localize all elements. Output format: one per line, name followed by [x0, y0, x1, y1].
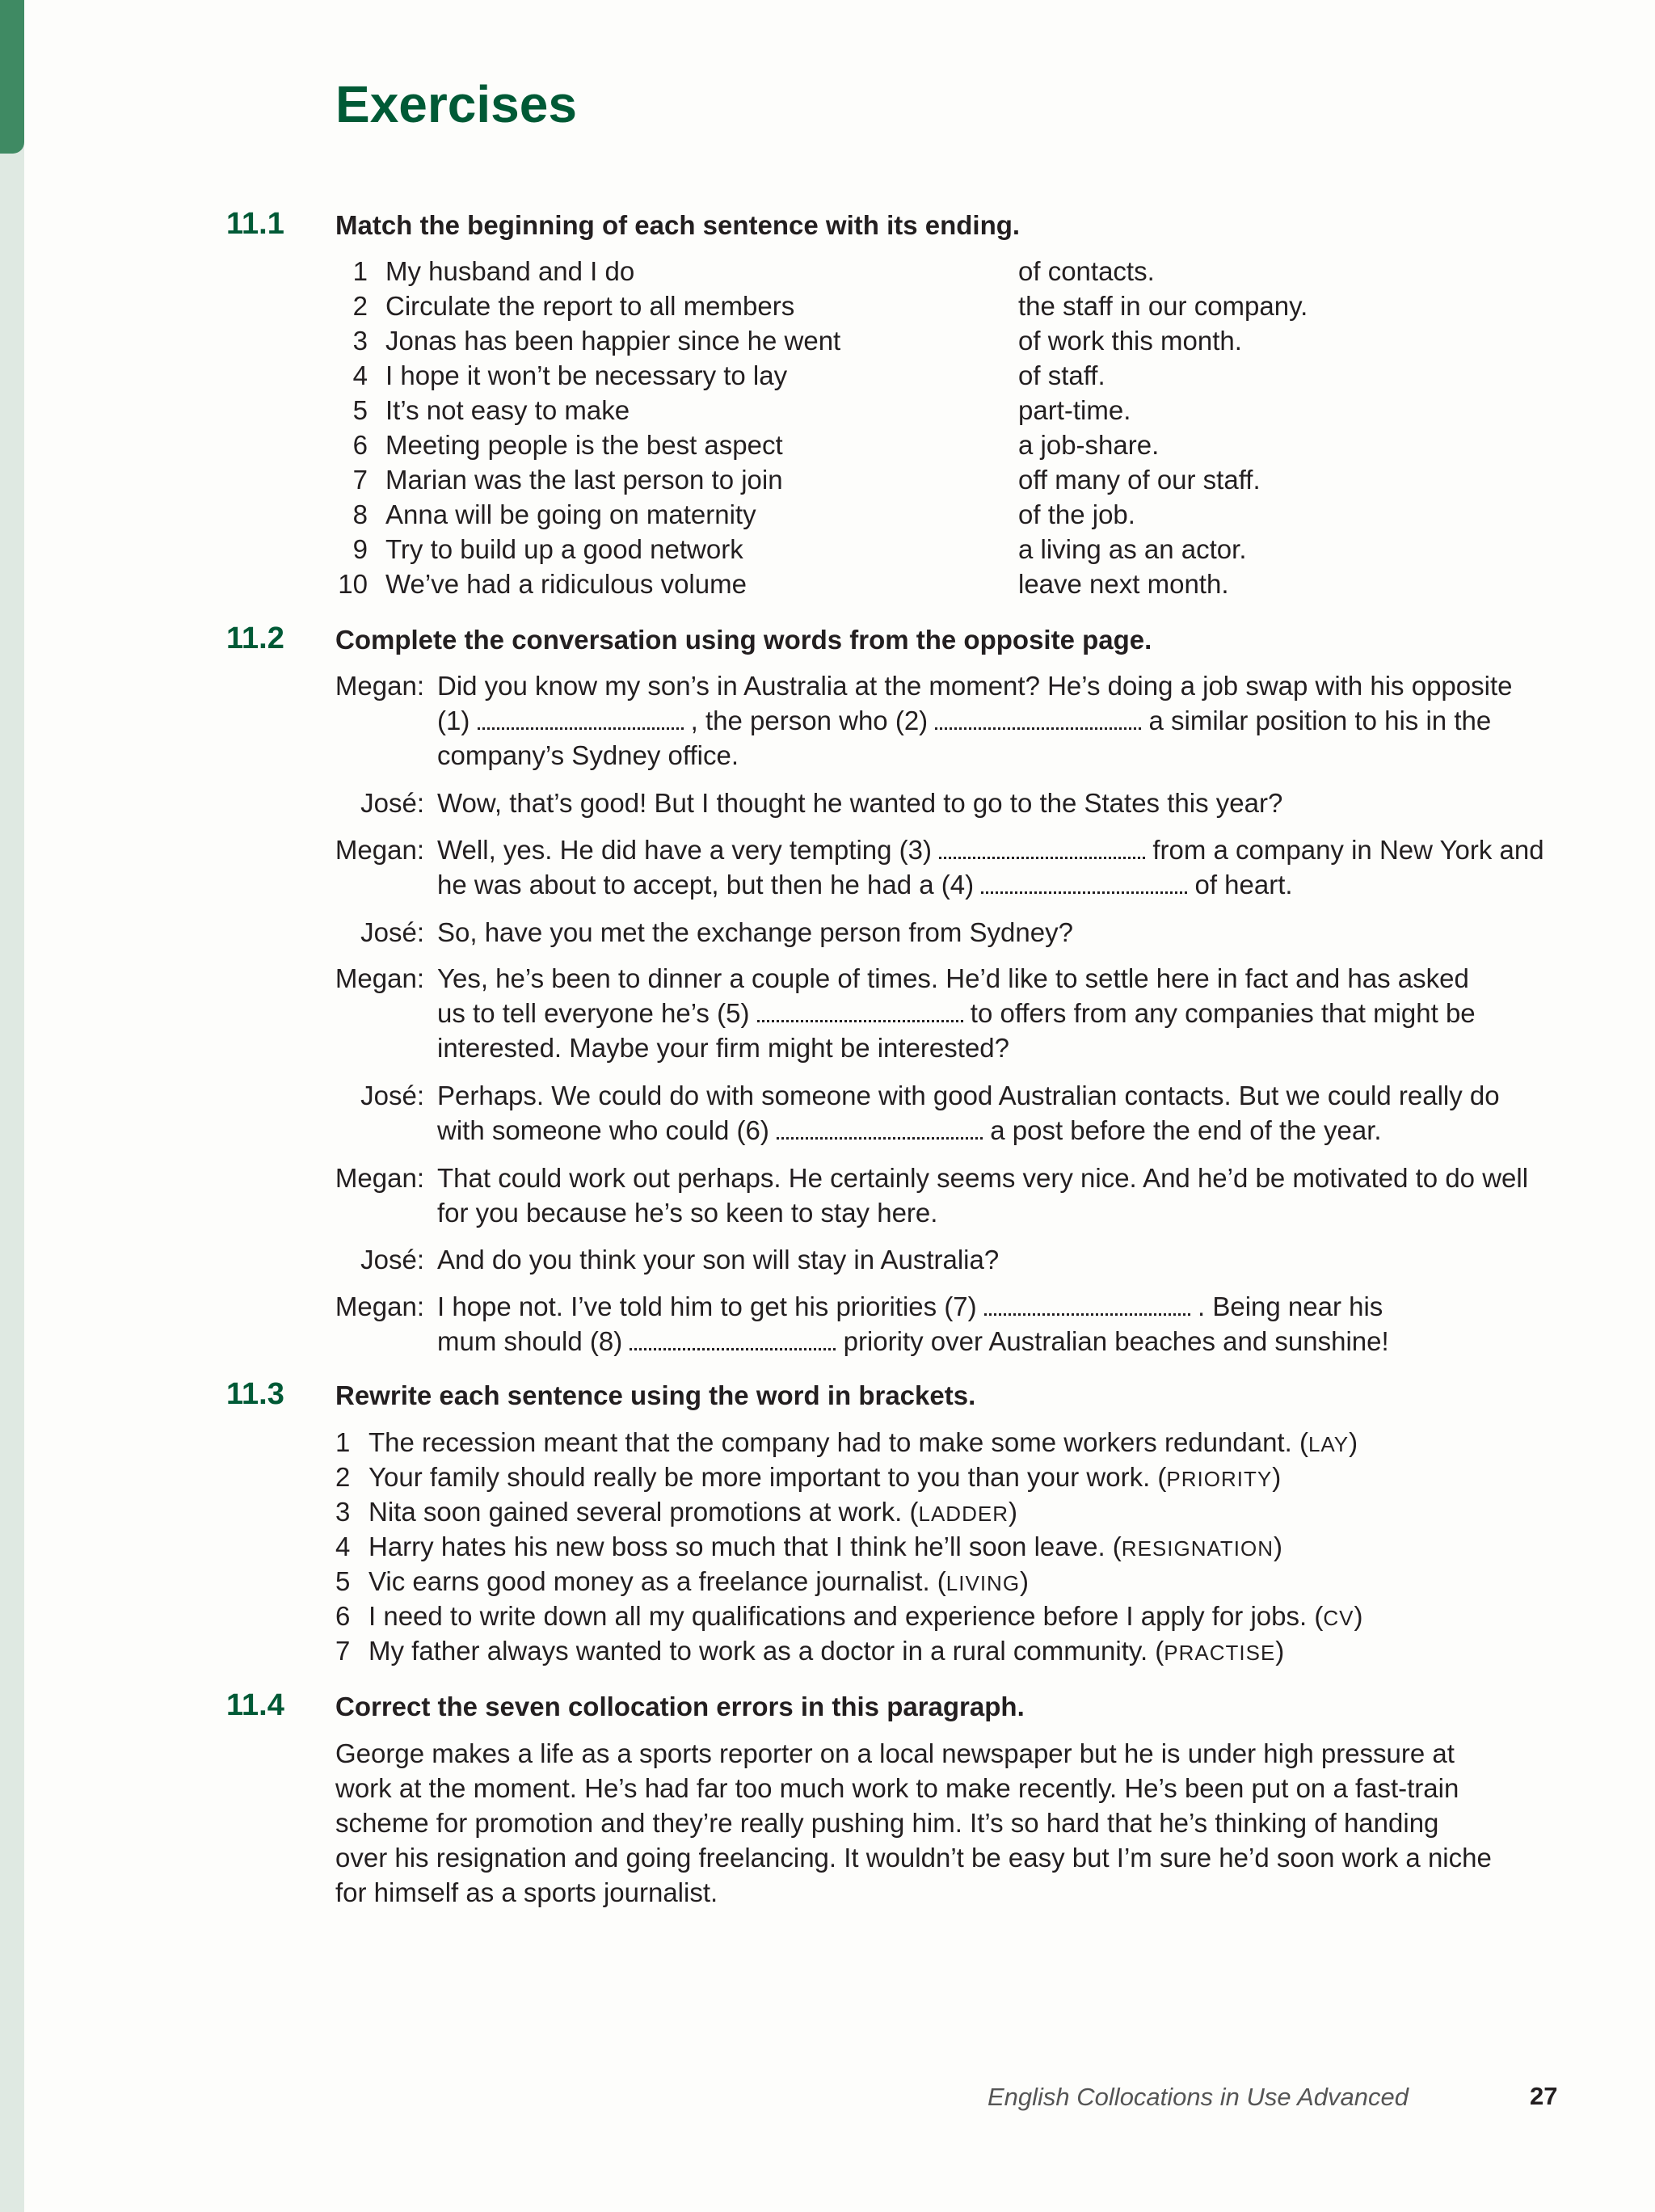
- item-number: 9: [352, 534, 368, 564]
- sentence-ending: of the job.: [1018, 499, 1135, 529]
- item-number: 1: [352, 256, 368, 286]
- exercise-number: 11.4: [226, 1688, 284, 1722]
- paragraph-line: work at the moment. He’s had far too much work to make recently. He’s been put on a fast-train: [335, 1773, 1459, 1803]
- sentence-ending: part-time.: [1018, 395, 1131, 425]
- dialogue-line: company’s Sydney office.: [437, 740, 739, 770]
- page-title: Exercises: [335, 75, 577, 133]
- footer-book-title: English Collocations in Use Advanced: [988, 2083, 1409, 2111]
- dialogue-line: Wow, that’s good! But I thought he wanted to go to the States this year?: [437, 788, 1283, 818]
- dialogue-line: with someone who could (6) a post before the end of the year.: [437, 1115, 1382, 1145]
- keyword: RESIGNATION: [1121, 1536, 1274, 1561]
- speaker-name: José:: [360, 788, 424, 818]
- sentence-ending: a job-share.: [1018, 430, 1160, 460]
- side-strip: [0, 0, 24, 2212]
- sentence-ending: the staff in our company.: [1018, 291, 1308, 321]
- dialogue-line: (1) , the person who (2) a similar position to his in the: [437, 706, 1492, 735]
- dialogue-line: So, have you met the exchange person from Sydney?: [437, 917, 1073, 947]
- dialogue-line: I hope not. I’ve told him to get his priorities (7) . Being near his: [437, 1291, 1383, 1321]
- answer-gap-4[interactable]: [981, 887, 1187, 894]
- sentence-beginning: My husband and I do: [385, 256, 635, 286]
- item-number: 7: [352, 465, 368, 495]
- sentence-beginning: I hope it won’t be necessary to lay: [385, 360, 788, 390]
- speaker-name: Megan:: [335, 1291, 424, 1321]
- speaker-name: José:: [360, 1081, 424, 1110]
- sentence-beginning: Try to build up a good network: [385, 534, 743, 564]
- speaker-name: José:: [360, 1245, 424, 1275]
- speaker-name: Megan:: [335, 835, 424, 865]
- dialogue-line: Perhaps. We could do with someone with good Australian contacts. But we could really do: [437, 1081, 1500, 1110]
- sentence-beginning: Circulate the report to all members: [385, 291, 795, 321]
- page-number: 27: [1530, 2082, 1558, 2110]
- dialogue-line: Did you know my son’s in Australia at the moment? He’s doing a job swap with his opposite: [437, 671, 1513, 701]
- keyword: CV: [1323, 1606, 1354, 1630]
- sentence-ending: of work this month.: [1018, 326, 1242, 356]
- speaker-name: Megan:: [335, 963, 424, 993]
- answer-gap-8[interactable]: [630, 1343, 836, 1350]
- sentence-ending: of staff.: [1018, 360, 1105, 390]
- exercise-instruction: Rewrite each sentence using the word in brackets.: [335, 1380, 976, 1410]
- dialogue-line: Yes, he’s been to dinner a couple of times. He’d like to settle here in fact and has asked: [437, 963, 1469, 993]
- exercise-number: 11.2: [226, 621, 284, 655]
- sentence-beginning: Marian was the last person to join: [385, 465, 783, 495]
- keyword: PRIORITY: [1166, 1467, 1273, 1491]
- dialogue-line: mum should (8) priority over Australian beaches and sunshine!: [437, 1326, 1389, 1356]
- keyword: LAY: [1308, 1432, 1350, 1456]
- speaker-name: Megan:: [335, 1163, 424, 1193]
- sentence-beginning: Meeting people is the best aspect: [385, 430, 783, 460]
- sentence-beginning: Anna will be going on maternity: [385, 499, 756, 529]
- paragraph-line: for himself as a sports journalist.: [335, 1877, 718, 1907]
- exercise-number: 11.3: [226, 1377, 284, 1411]
- speaker-name: José:: [360, 917, 424, 947]
- keyword: PRACTISE: [1164, 1641, 1276, 1665]
- sentence-beginning: Jonas has been happier since he went: [385, 326, 841, 356]
- exercise-instruction: Correct the seven collocation errors in this paragraph.: [335, 1692, 1025, 1721]
- paragraph-line: over his resignation and going freelancing. It wouldn’t be easy but I’m sure he’d soon work a niche: [335, 1843, 1492, 1873]
- chapter-tab-marker: [0, 0, 24, 154]
- dialogue-line: interested. Maybe your firm might be interested?: [437, 1033, 1010, 1063]
- item-number: 2: [352, 291, 368, 321]
- paragraph-line: George makes a life as a sports reporter on a local newspaper but he is under high pressure at: [335, 1738, 1455, 1768]
- dialogue-line: he was about to accept, but then he had a (4) of heart.: [437, 870, 1293, 900]
- answer-gap-5[interactable]: [757, 1015, 963, 1022]
- exercise-number: 11.1: [226, 207, 284, 241]
- item-number: 4: [352, 360, 368, 390]
- item-number: 5: [352, 395, 368, 425]
- paragraph-line: scheme for promotion and they’re really pushing him. It’s so hard that he’s thinking of handing: [335, 1808, 1439, 1838]
- answer-gap-3[interactable]: [939, 852, 1145, 859]
- item-number: 3: [352, 326, 368, 356]
- sentence-ending: a living as an actor.: [1018, 534, 1247, 564]
- keyword: LIVING: [945, 1571, 1021, 1595]
- answer-gap-7[interactable]: [984, 1308, 1190, 1316]
- sentence-beginning: We’ve had a ridiculous volume: [385, 569, 747, 599]
- answer-gap-2[interactable]: [935, 723, 1141, 730]
- sentence-ending: of contacts.: [1018, 256, 1155, 286]
- dialogue-line: That could work out perhaps. He certainly seems very nice. And he’d be motivated to do well: [437, 1163, 1529, 1193]
- item-number: 10: [338, 569, 368, 599]
- exercise-instruction: Match the beginning of each sentence with its ending.: [335, 210, 1021, 240]
- answer-gap-1[interactable]: [478, 723, 684, 730]
- exercise-instruction: Complete the conversation using words from the opposite page.: [335, 625, 1152, 655]
- dialogue-line: us to tell everyone he’s (5) to offers from any companies that might be: [437, 998, 1476, 1028]
- dialogue-line: for you because he’s so keen to stay here.: [437, 1198, 938, 1228]
- sentence-beginning: It’s not easy to make: [385, 395, 630, 425]
- dialogue-line: Well, yes. He did have a very tempting (3) from a company in New York and: [437, 835, 1544, 865]
- dialogue-line: And do you think your son will stay in Australia?: [437, 1245, 1000, 1275]
- sentence-ending: leave next month.: [1018, 569, 1229, 599]
- answer-gap-6[interactable]: [777, 1132, 983, 1140]
- item-number: 8: [352, 499, 368, 529]
- keyword: LADDER: [918, 1502, 1009, 1526]
- item-number: 6: [352, 430, 368, 460]
- speaker-name: Megan:: [335, 671, 424, 701]
- sentence-ending: off many of our staff.: [1018, 465, 1261, 495]
